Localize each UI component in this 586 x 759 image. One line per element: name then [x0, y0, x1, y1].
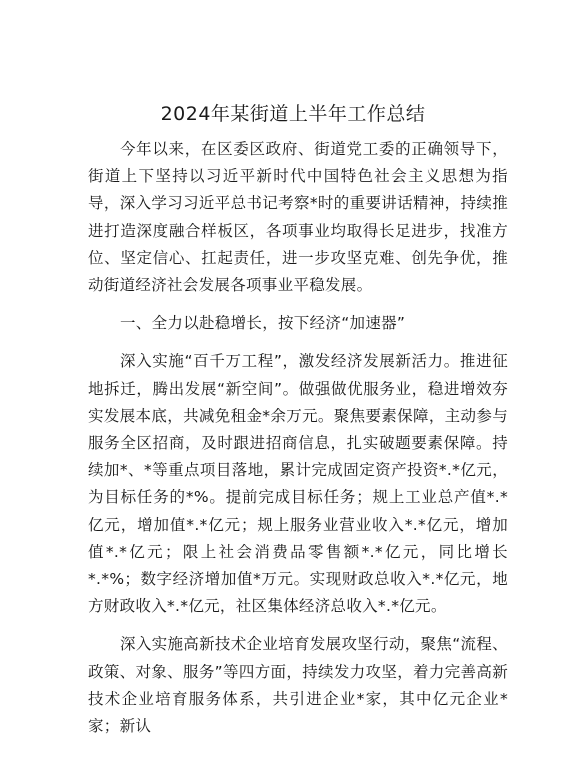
paragraph-2: 深入实施高新技术企业培育发展攻坚行动，聚焦“流程、政策、对象、服务”等四方面，持续发力攻坚，着力完善高新技术企业培育服务体系，共引进企业*家，其中亿元企业*家；新认: [88, 635, 508, 736]
document-body: [88, 136, 508, 740]
paragraph-1: 深入实施“百千万工程”，激发经济发展新活力。推进征地拆迁，腾出发展“新空间”。做强做优服务业，稳进增效夯实发展本底，共减免租金*余万元。聚焦要素保障，主动参与服务全区招商，及时跟进招商信息，扎实破题要素保障。持续加*、*等重点项目落地，累计完成固定资产投资*.*亿元，为目标任务的*%。提前完成目标任务；规上工业总产值*.*亿元，增加值*.*亿元；规上服务业营业收入*.*亿元，增加值*.*亿元；限上社会消费品零售额*.*亿元，同比增长*.*%；数字经济增加值*万元。实现财政总收入*.*亿元，地方财政收入*.*亿元，社区集体经济总收入*.*亿元。: [88, 352, 508, 616]
section-heading-1: 一、全力以赴稳增长，按下经济“加速器”: [120, 314, 406, 333]
intro-paragraph: 今年以来，在区委区政府、街道党工委的正确领导下，街道上下坚持以习近平新时代中国特色社会主义思想为指导，深入学习习近平总书记考察*时的重要讲话精神，持续推进打造深度融合样板区，各项事业均取得长足进步，找准方位、坚定信心、扛起责任，进一步攻坚克难、创先争优，推动街道经济社会发展各项事业平稳发展。: [88, 140, 508, 295]
document-title: 2024年某街道上半年工作总结: [160, 103, 426, 125]
